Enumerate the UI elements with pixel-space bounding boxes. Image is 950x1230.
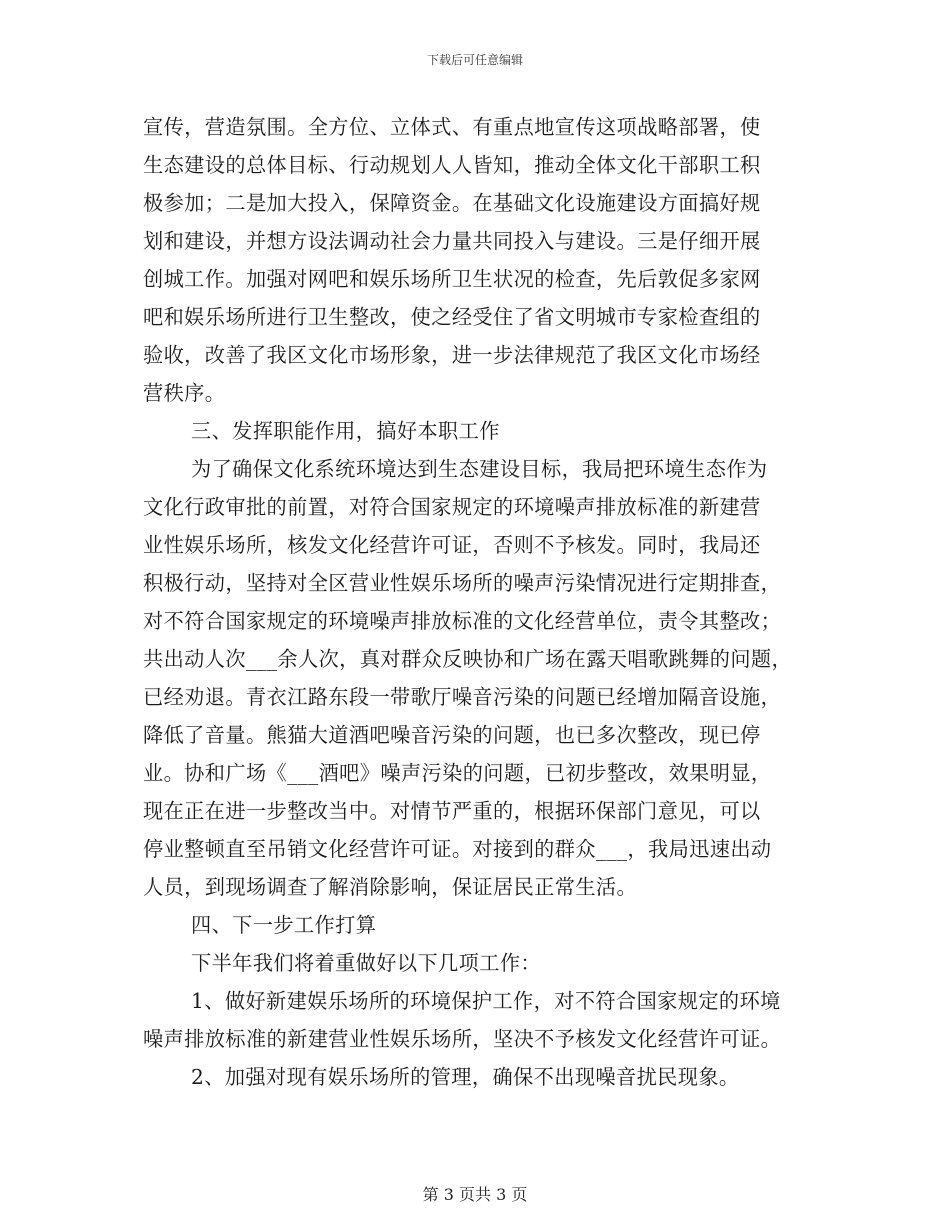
text-line: 生态建设的总体目标、行动规划人人皆知，推动全体文化干部职工积	[143, 153, 761, 177]
text-line: 降低了音量。熊猫大道酒吧噪音污染的问题，也已多次整改，现已停	[143, 723, 761, 747]
text-line: 业。协和广场《___酒吧》噪声污染的问题，已初步整改，效果明显，	[143, 761, 772, 785]
list-item: 2、加强对现有娱乐场所的管理，确保不出现噪音扰民现象。	[191, 1065, 740, 1089]
text-line: 文化行政审批的前置，对符合国家规定的环境噪声排放标准的新建营	[143, 495, 761, 519]
text-line: 划和建设，并想方设法调动社会力量共同投入与建设。三是仔细开展	[143, 229, 761, 253]
section-heading: 三、发挥职能作用，搞好本职工作	[191, 419, 500, 443]
text-line: 对不符合国家规定的环境噪声排放标准的文化经营单位，责令其整改；	[143, 609, 782, 633]
page-header: 下载后可任意编辑	[426, 53, 523, 67]
text-line: 停业整顿直至吊销文化经营许可证。对接到的群众___，我局迅速出动	[143, 837, 772, 861]
text-line: 噪声排放标准的新建营业性娱乐场所，坚决不予核发文化经营许可证。	[143, 1027, 782, 1051]
document-body	[143, 108, 803, 1096]
text-line: 现在正在进一步整改当中。对情节严重的，根据环保部门意见，可以	[143, 799, 761, 823]
text-line: 营秩序。	[143, 381, 226, 405]
text-line: 极参加；二是加大投入，保障资金。在基础文化设施建设方面搞好规	[143, 191, 761, 215]
text-line: 共出动人次___余人次，真对群众反映协和广场在露天唱歌跳舞的问题，	[143, 647, 793, 671]
text-line: 下半年我们将着重做好以下几项工作：	[191, 951, 541, 975]
text-line: 人员，到现场调查了解消除影响，保证居民正常生活。	[143, 875, 638, 899]
text-line: 为了确保文化系统环境达到生态建设目标，我局把环境生态作为	[191, 457, 768, 481]
text-line: 创城工作。加强对网吧和娱乐场所卫生状况的检查，先后敦促多家网	[143, 267, 761, 291]
section-heading: 四、下一步工作打算	[191, 913, 377, 937]
page-footer: 第 3 页共 3 页	[422, 1185, 528, 1204]
text-line: 验收，改善了我区文化市场形象，进一步法律规范了我区文化市场经	[143, 343, 761, 367]
text-line: 已经劝退。青衣江路东段一带歌厅噪音污染的问题已经增加隔音设施，	[143, 685, 782, 709]
text-line: 吧和娱乐场所进行卫生整改，使之经受住了省文明城市专家检查组的	[143, 305, 761, 329]
list-item: 1、做好新建娱乐场所的环境保护工作，对不符合国家规定的环境	[191, 989, 781, 1013]
text-line: 积极行动，坚持对全区营业性娱乐场所的噪声污染情况进行定期排查，	[143, 571, 782, 595]
text-line: 宣传，营造氛围。全方位、立体式、有重点地宣传这项战略部署，使	[143, 115, 761, 139]
text-line: 业性娱乐场所，核发文化经营许可证，否则不予核发。同时，我局还	[143, 533, 761, 557]
